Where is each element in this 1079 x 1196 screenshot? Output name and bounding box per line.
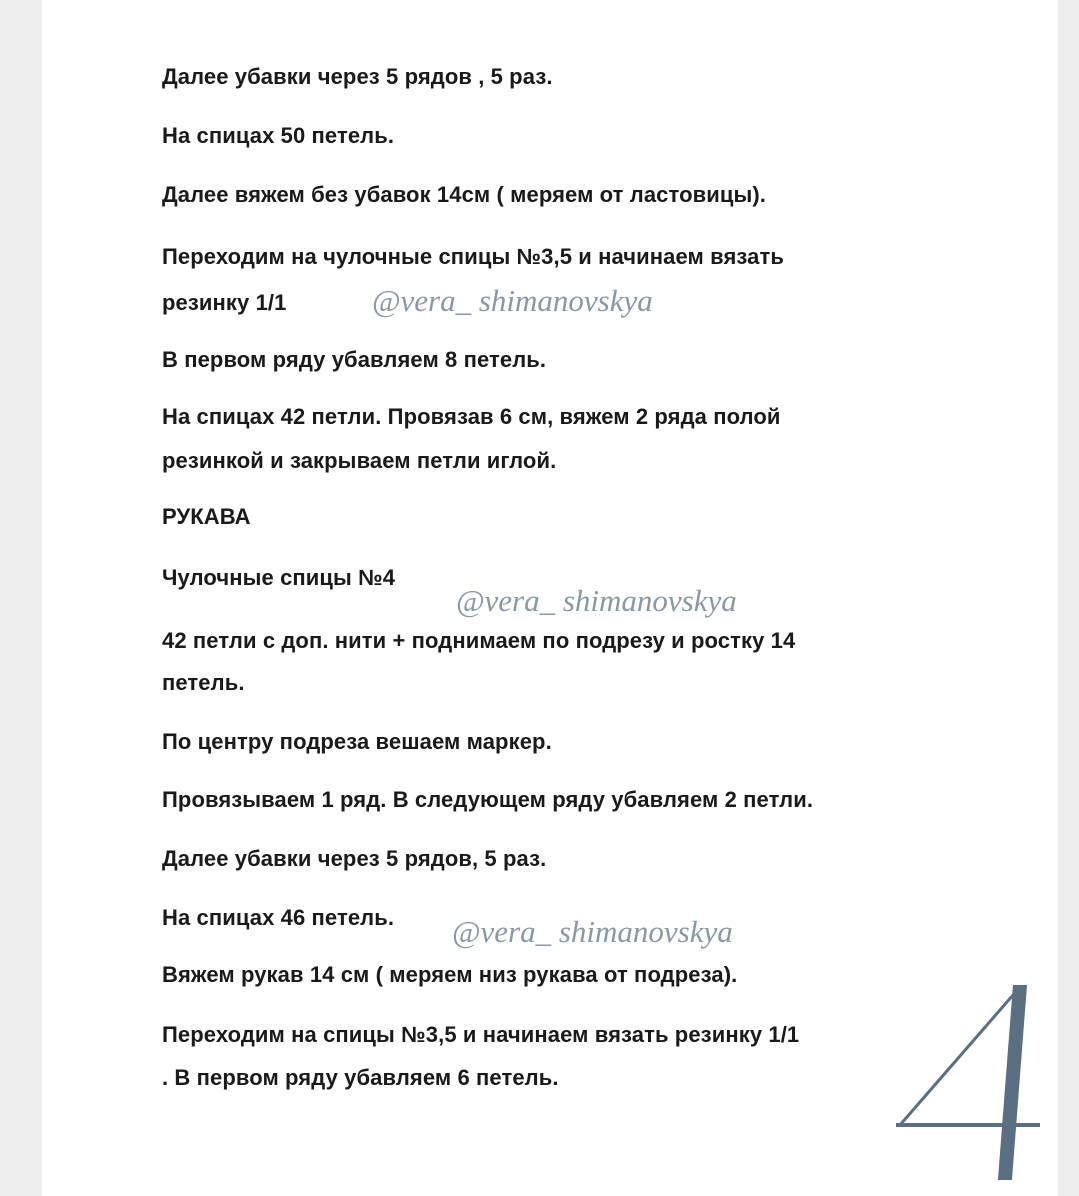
text-line: По центру подреза вешаем маркер. [162,729,552,754]
text-line: На спицах 42 петли. Провязав 6 см, вяжем 2 ряда полой [162,404,781,429]
text-line: резинку 1/1 [162,290,287,315]
watermark: @vera_ shimanovskya [452,914,733,949]
text-line: Далее убавки через 5 рядов , 5 раз. [162,64,553,89]
text-line: резинкой и закрываем петли иглой. [162,448,557,473]
text-line: Переходим на чулочные спицы №3,5 и начинаем вязать [162,244,784,269]
document-page [42,0,1058,1196]
text-line: На спицах 46 петель. [162,905,395,930]
text-line: . В первом ряду убавляем 6 петель. [162,1065,559,1090]
text-line: 42 петли с доп. нити + поднимаем по подрезу и ростку 14 [162,628,796,653]
watermark: @vera_ shimanovskya [456,583,737,618]
section-heading: РУКАВА [162,504,251,529]
watermark: @vera_ shimanovskya [372,283,653,318]
text-line: Чулочные спицы №4 [162,565,396,590]
page-number-4 [892,985,1042,1180]
text-line: Вяжем рукав 14 см ( меряем низ рукава от подреза). [162,962,738,987]
text-line: На спицах 50 петель. [162,123,395,148]
text-line: Далее убавки через 5 рядов, 5 раз. [162,846,547,871]
text-line: В первом ряду убавляем 8 петель. [162,347,547,372]
text-line: петель. [162,670,245,695]
text-line: Провязываем 1 ряд. В следующем ряду убавляем 2 петли. [162,787,814,812]
text-line: Переходим на спицы №3,5 и начинаем вязать резинку 1/1 [162,1022,800,1047]
text-line: Далее вяжем без убавок 14см ( меряем от ластовицы). [162,182,767,207]
